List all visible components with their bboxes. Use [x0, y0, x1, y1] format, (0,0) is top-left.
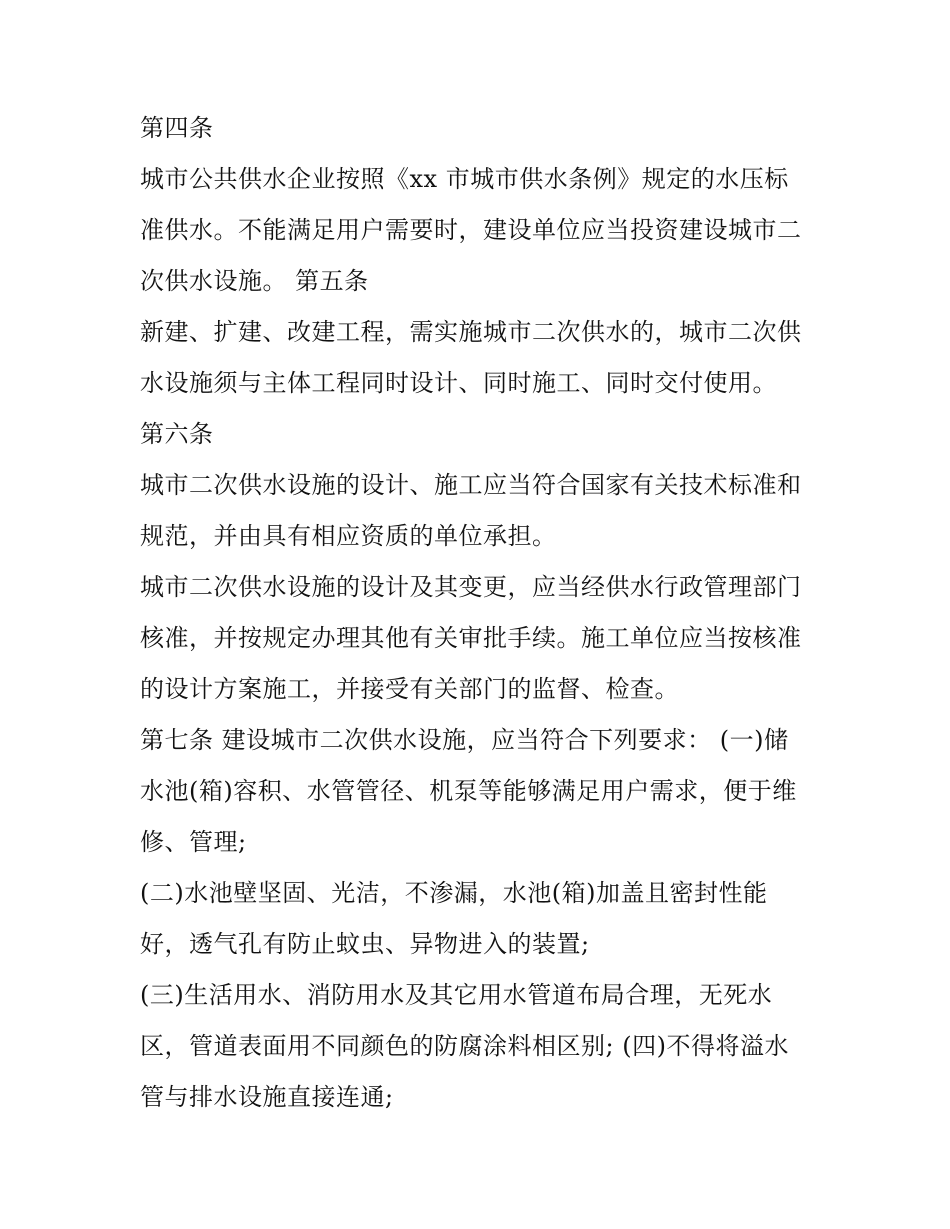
text-line: 区，管道表面用不同颜色的防腐涂料相区别; (四)不得将溢水: [140, 1032, 789, 1060]
text-line: 准供水。不能满足用户需要时，建设单位应当投资建设城市二: [140, 216, 802, 244]
text-line: (二)水池壁坚固、光洁，不渗漏，水池(箱)加盖且密封性能: [140, 879, 768, 907]
text-line: 修、管理;: [140, 828, 247, 856]
text-line: 第七条 建设城市二次供水设施，应当符合下列要求： (一)储: [140, 726, 789, 754]
text-line: 第六条: [140, 420, 214, 448]
text-line: 新建、扩建、改建工程，需实施城市二次供水的，城市二次供: [140, 318, 802, 346]
text-line: 管与排水设施直接连通;: [140, 1083, 394, 1111]
text-line: (三)生活用水、消防用水及其它用水管道布局合理，无死水: [140, 981, 773, 1009]
text-line: 城市二次供水设施的设计及其变更，应当经供水行政管理部门: [140, 573, 802, 601]
text-line: 第四条: [140, 114, 214, 142]
text-line: 城市二次供水设施的设计、施工应当符合国家有关技术标准和: [140, 471, 802, 499]
text-line: 的设计方案施工，并接受有关部门的监督、检查。: [140, 675, 679, 703]
text-line: 水池(箱)容积、水管管径、机泵等能够满足用户需求，便于维: [140, 777, 797, 805]
text-line: 核准，并按规定办理其他有关审批手续。施工单位应当按核准: [140, 624, 802, 652]
text-line: 水设施须与主体工程同时设计、同时施工、同时交付使用。: [140, 369, 777, 397]
text-line: 好，透气孔有防止蚊虫、异物进入的装置;: [140, 930, 590, 958]
text-line: 次供水设施。 第五条: [140, 267, 369, 295]
text-line: 规范，并由具有相应资质的单位承担。: [140, 522, 557, 550]
document-body: [140, 103, 820, 1123]
text-line: 城市公共供水企业按照《xx 市城市供水条例》规定的水压标: [140, 165, 789, 193]
